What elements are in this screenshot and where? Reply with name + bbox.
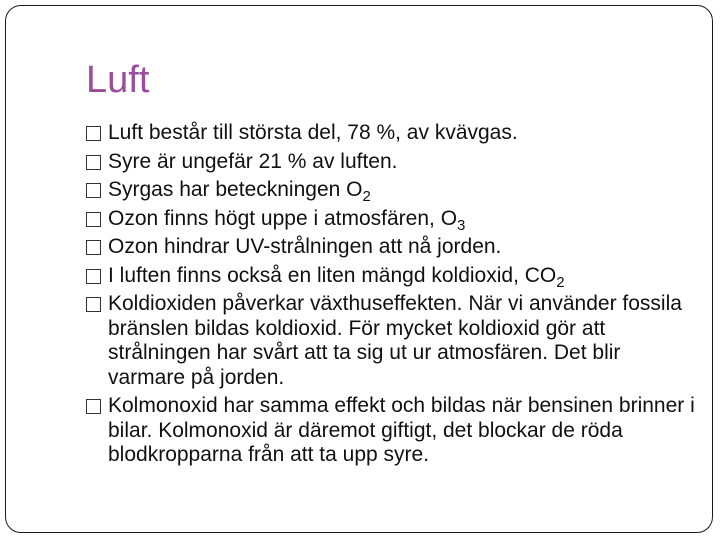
bullet-item: [86, 292, 696, 390]
bullet-text: Koldioxiden påverkar växthuseffekten. När vi använder fossila bränslen bildas koldioxid. För mycket koldioxid gör att strålningen har svårt att ta sig ut ur atmosfären. Det blir varmare på jorden.: [108, 292, 682, 389]
subscript: 2: [556, 273, 565, 291]
slide-frame: [5, 5, 713, 533]
square-box-icon: [86, 183, 101, 198]
bullet-item: [86, 121, 696, 146]
bullet-item: [86, 178, 696, 203]
subscript: 3: [457, 216, 466, 234]
square-box-icon: [86, 126, 101, 141]
subscript: 2: [362, 188, 371, 205]
bullet-item: [86, 235, 696, 260]
bullet-item: [86, 394, 696, 468]
bullet-text: I luften finns också en liten mängd koldioxid, CO: [108, 263, 557, 287]
bullet-text: Syrgas har beteckningen O: [108, 178, 363, 201]
square-box-icon: [86, 297, 101, 312]
bullet-list: [86, 121, 696, 472]
bullet-item: [86, 264, 696, 289]
slide-title: Luft: [86, 59, 150, 101]
bullet-text: Ozon hindrar UV-strålningen att nå jorden.: [108, 235, 502, 258]
bullet-text: Luft består till största del, 78 %, av kvävgas.: [108, 121, 518, 144]
bullet-item: [86, 207, 696, 232]
bullet-item: [86, 150, 696, 175]
square-box-icon: [86, 399, 101, 414]
bullet-text: Syre är ungefär 21 % av luften.: [108, 149, 398, 173]
bullet-text: Kolmonoxid har samma effekt och bildas när bensinen brinner i bilar. Kolmonoxid är däremot giftigt, det blockar de röda blodkropparna från att ta upp syre.: [108, 394, 695, 466]
square-box-icon: [86, 212, 101, 227]
square-box-icon: [86, 155, 101, 170]
square-box-icon: [86, 240, 101, 255]
bullet-text: Ozon finns högt uppe i atmosfären, O: [108, 206, 458, 230]
square-box-icon: [86, 269, 101, 284]
